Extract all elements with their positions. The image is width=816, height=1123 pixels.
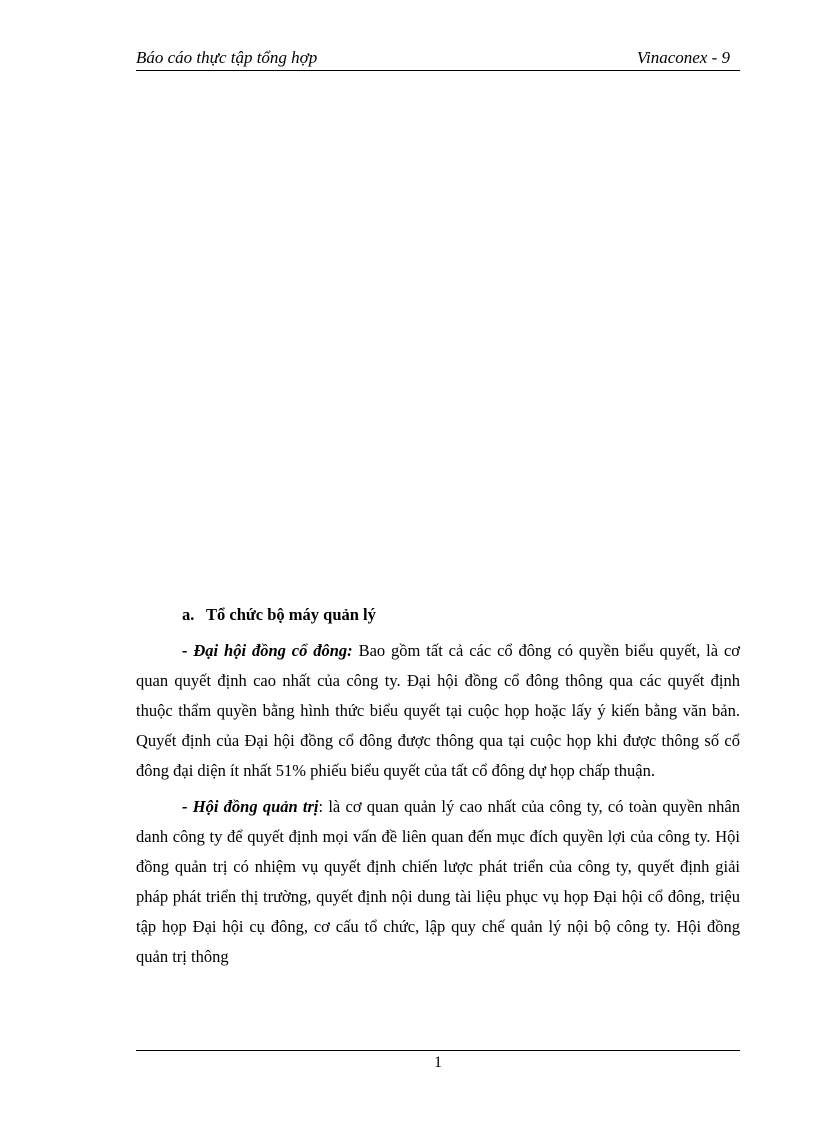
paragraph-shareholders-meeting [136, 636, 740, 786]
header-report-title: Báo cáo thực tập tổng hợp [136, 48, 318, 67]
document-body [136, 600, 740, 972]
header-company-name: Vinaconex - 9 [636, 48, 730, 67]
section-heading [182, 600, 740, 630]
term-board-of-directors: - Hội đồng quản trị [182, 797, 319, 816]
paragraph-text: Bao gồm tất cả các cổ đông có quyền biểu quyết, là cơ quan quyết định cao nhất của công ty. Đại hội đồng cổ đông thông qua các quyết định thuộc thẩm quyền bằng hình thức biểu quyết tại cuộc họp hoặc lấy ý kiến bằng văn bản. Quyết định của Đại hội đồng cổ đông được thông qua tại cuộc họp khi được thông số cổ đông đại diện ít nhất 51% phiếu biểu quyết của tất cổ đông dự họp chấp thuận. [136, 641, 740, 780]
footer-divider [136, 1050, 740, 1051]
page-header [136, 48, 740, 71]
section-marker: a. [182, 605, 195, 624]
page-number: 1 [434, 1054, 442, 1071]
term-shareholders-meeting: - Đại hội đồng cổ đông: [182, 641, 353, 660]
paragraph-board-of-directors [136, 792, 740, 972]
paragraph-text: : là cơ quan quản lý cao nhất của công ty, có toàn quyền nhân danh công ty để quyết định mọi vấn đề liên quan đến mục đích quyền lợi của công ty. Hội đồng quản trị có nhiệm vụ quyết định chiến lược phát triển của công ty, quyết định giải pháp phát triển thị trường, quyết định nội dung tài liệu phục vụ họp Đại hội cổ đông, triệu tập họp Đại hội cụ đông, cơ cấu tổ chức, lập quy chế quản lý nội bộ công ty. Hội đồng quản trị thông [136, 797, 740, 966]
section-title: Tổ chức bộ máy quản lý [206, 605, 376, 624]
